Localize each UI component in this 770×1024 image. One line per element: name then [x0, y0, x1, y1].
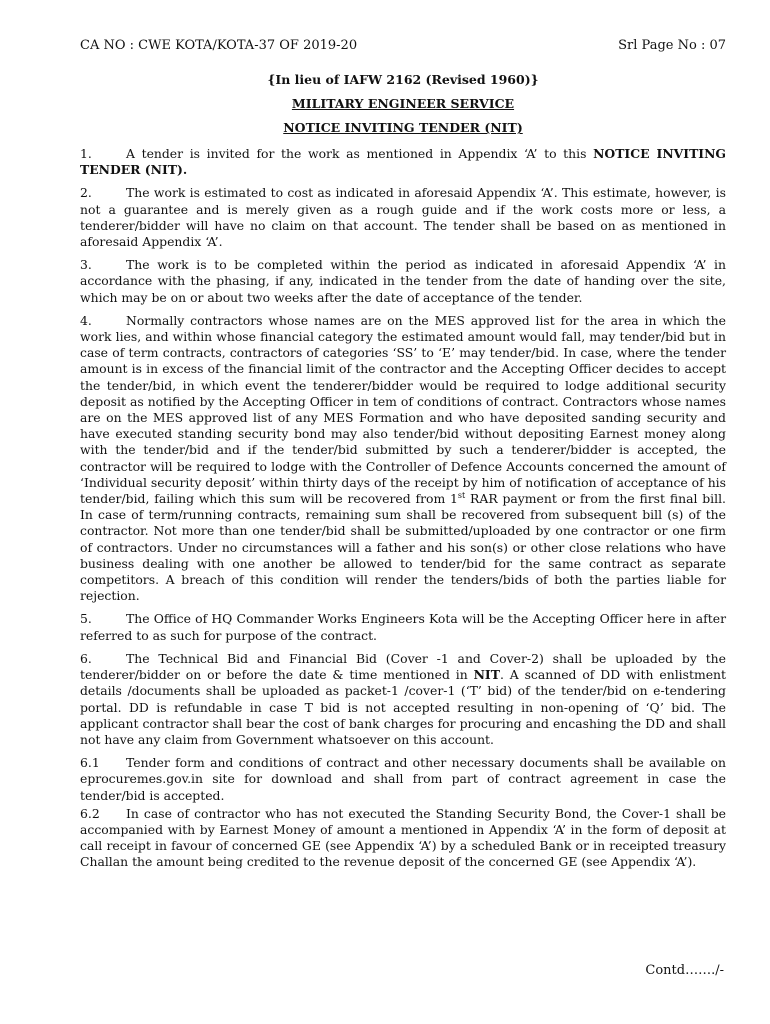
paragraph-text: Tender form and conditions of contract and other necessary documents shall be available on eprocuremes.gov.in site for download and shall from part of contract agreement in case the tender/bid is accepted.: [80, 755, 726, 803]
paragraph-number: 2.: [80, 185, 92, 201]
paragraph-4: [80, 313, 726, 605]
paragraph-3: [80, 257, 726, 306]
paragraph-number: 5.: [80, 611, 92, 627]
paragraph-number: 6.1: [80, 755, 100, 771]
page-header: [80, 38, 726, 54]
paragraph-text: A tender is invited for the work as mentioned in Appendix ‘A’ to this: [126, 146, 594, 161]
paragraph-number: 6.2: [80, 805, 100, 821]
paragraph-text-continued: RAR payment or from the first final bill. In case of term/running contracts, remaining sum shall be recovered from subsequent bill (s) of the contractor. Not more than one tender/bid shall be submitted/uploaded by one contractor or one firm of contractors. Under no circumstances will a father and his son(s) or other close relations who have business dealing with one another be allowed to tender/bid for the same contract as separate competitors. A breach of this condition will render the tenders/bids of both the parties liable for rejection.: [80, 491, 726, 604]
paragraph-text: The Technical Bid and Financial Bid (Cover -1 and Cover-2) shall be uploaded by the tenderer/bidder on or before the date & time mentioned in: [80, 650, 726, 683]
document-page: [80, 38, 726, 871]
paragraph-text: Normally contractors whose names are on the MES approved list for the area in which the work lies, and within whose financial category the estimated amount would fall, may tender/bid but in case of term contracts, contractors of categories ‘SS’ to ‘E’ may tender/bid. In case, where the tender amount is in excess of the financial limit of the contractor and the Accepting Officer decides to accept the tender/bid, in which event the tenderer/bidder would be required to lodge additional security deposit as notified by the Accepting Officer in tem of conditions of contract. Contractors whose names are on the MES approved list of any MES Formation and who have deposited sanding security and have executed standing security bond may also tender/bid without depositing Earnest money along with the tender/bid and if the tender/bid submitted by such a tenderer/bidder is accepted, the contractor will be required to lodge with the Controller of Defence Accounts concerned the amount of ‘Individual security deposit’ within thirty days of the receipt by him of notification of acceptance of his tender/bid, failing which this sum will be recovered from 1: [80, 312, 726, 507]
paragraph-text-continued: . A scanned of DD with enlistment details /documents shall be uploaded as packet-1 /cover-1 (‘T’ bid) of the tender/bid on e-tendering portal. DD is refundable in case T bid is not accepted resulting in non-opening of ‘Q’ bid. The applicant contractor shall bear the cost of bank charges for procuring and encashing the DD and shall not have any claim from Government whatsoever on this account.: [80, 667, 727, 747]
ca-number: CA NO : CWE KOTA/KOTA-37 OF 2019-20: [80, 38, 358, 53]
paragraph-bold-text: NOTICE INVITING TENDER (NIT).: [80, 146, 727, 178]
service-title: MILITARY ENGINEER SERVICE: [291, 96, 515, 111]
paragraph-text: In case of contractor who has not executed the Standing Security Bond, the Cover-1 shall be accompanied with by Earnest Money of amount a mentioned in Appendix ‘A’ in the form of deposit at call receipt in favour of concerned GE (see Appendix ‘A’) by a scheduled Bank or in receipted treasury Challan the amount being credited to the revenue deposit of the concerned GE (see Appendix ‘A’).: [80, 805, 726, 870]
paragraph-text: The Office of HQ Commander Works Engineers Kota will be the Accepting Officer here in after referred to as such for purpose of the contract.: [80, 611, 726, 643]
paragraph-1: [80, 146, 726, 178]
page-number: Srl Page No : 07: [618, 38, 726, 53]
paragraph-text: The work is estimated to cost as indicated in aforesaid Appendix ‘A’. This estimate, however, is not a guarantee and is merely given as a rough guide and if the work costs more or less, a tenderer/bidder will have no claim on that account. The tender shall be based on as mentioned in aforesaid Appendix ‘A’.: [80, 185, 726, 250]
superscript: st: [457, 490, 466, 500]
paragraph-number: 6.: [80, 650, 92, 666]
paragraph-5: [80, 611, 726, 643]
paragraph-2: [80, 185, 726, 250]
notice-title: NOTICE INVITING TENDER (NIT): [283, 120, 523, 135]
paragraph-6-1: [80, 755, 726, 804]
paragraph-number: 1.: [80, 146, 92, 161]
paragraph-bold-text: NIT: [473, 667, 500, 683]
paragraph-number: 4.: [80, 312, 92, 328]
paragraph-number: 3.: [80, 257, 92, 273]
paragraph-text: The work is to be completed within the period as indicated in aforesaid Appendix ‘A’ in accordance with the phasing, if any, indicated in the tender from the date of handing over the site, which may be on or about two weeks after the date of acceptance of the tender.: [80, 257, 726, 305]
continued-marker: Contd……./-: [645, 963, 724, 978]
paragraph-6-2: [80, 806, 726, 871]
in-lieu-line: {In lieu of IAFW 2162 (Revised 1960)}: [267, 72, 539, 87]
paragraph-6: [80, 651, 726, 748]
